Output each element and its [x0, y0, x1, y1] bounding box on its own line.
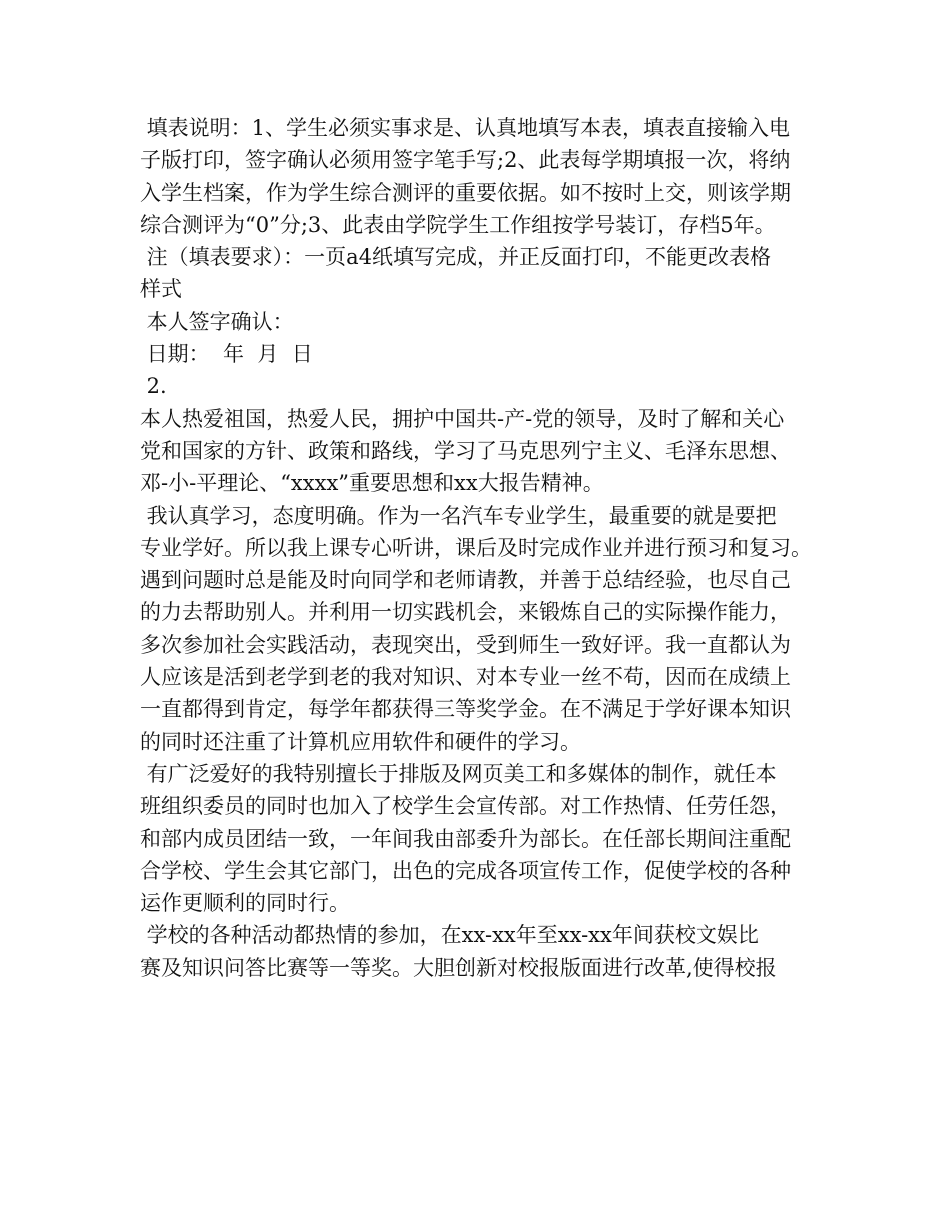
- text-line: 样式: [140, 277, 182, 302]
- text-line: 学校的各种活动都热情的参加，在xx-xx年至xx-xx年间获校文娱比: [140, 923, 759, 948]
- text-line: 合学校、学生会其它部门，出色的完成各项宣传工作，促使学校的各种: [140, 858, 791, 883]
- text-line: 入学生档案，作为学生综合测评的重要依据。如不按时上交，则该学期: [140, 180, 791, 205]
- text-line: 党和国家的方针、政策和路线，学习了马克思列宁主义、毛泽东思想、: [140, 438, 791, 463]
- text-line: 子版打印，签字确认必须用签字笔手写;2、此表每学期填报一次，将纳: [140, 148, 791, 173]
- text-line: 赛及知识问答比赛等一等奖。大胆创新对校报版面进行改革,使得校报: [140, 955, 777, 980]
- text-line: 和部内成员团结一致，一年间我由部委升为部长。在任部长期间注重配: [140, 826, 791, 851]
- text-line: 班组织委员的同时也加入了校学生会宣传部。对工作热情、任劳任怨，: [140, 794, 791, 819]
- text-line: 运作更顺利的同时行。: [140, 891, 350, 916]
- section-number: 2.: [140, 374, 167, 399]
- text-line: 多次参加社会实践活动，表现突出，受到师生一致好评。我一直都认为: [140, 632, 791, 657]
- text-line: 本人热爱祖国，热爱人民，拥护中国共-产-党的领导，及时了解和关心: [140, 406, 785, 431]
- signature-line: 本人签字确认：: [140, 309, 294, 334]
- date-line: 日期： 年 月 日: [140, 342, 313, 367]
- text-line: 综合测评为“0”分;3、此表由学院学生工作组按学号装订，存档5年。: [140, 212, 776, 237]
- text-line: 遇到问题时总是能及时向同学和老师请教，并善于总结经验，也尽自己: [140, 568, 791, 593]
- text-line: 注（填表要求）：一页a4纸填写完成，并正反面打印，不能更改表格: [140, 245, 772, 270]
- text-line: 邓-小-平理论、“xxxx”重要思想和xx大报告精神。: [140, 471, 604, 496]
- text-line: 专业学好。所以我上课专心听讲，课后及时完成作业并进行预习和复习。: [140, 535, 812, 560]
- text-line: 一直都得到肯定，每学年都获得三等奖学金。在不满足于学好课本知识: [140, 697, 791, 722]
- document-body: [140, 112, 840, 984]
- text-line: 的力去帮助别人。并利用一切实践机会，来锻炼自己的实际操作能力，: [140, 600, 791, 625]
- text-line: 我认真学习，态度明确。作为一名汽车专业学生，最重要的就是要把: [140, 503, 777, 528]
- text-line: 有广泛爱好的我特别擅长于排版及网页美工和多媒体的制作，就任本: [140, 761, 777, 786]
- text-line: 的同时还注重了计算机应用软件和硬件的学习。: [140, 729, 581, 754]
- text-line: 填表说明：1、学生必须实事求是、认真地填写本表，填表直接输入电: [140, 116, 791, 140]
- text-line: 人应该是活到老学到老的我对知识、对本专业一丝不苟，因而在成绩上: [140, 665, 791, 690]
